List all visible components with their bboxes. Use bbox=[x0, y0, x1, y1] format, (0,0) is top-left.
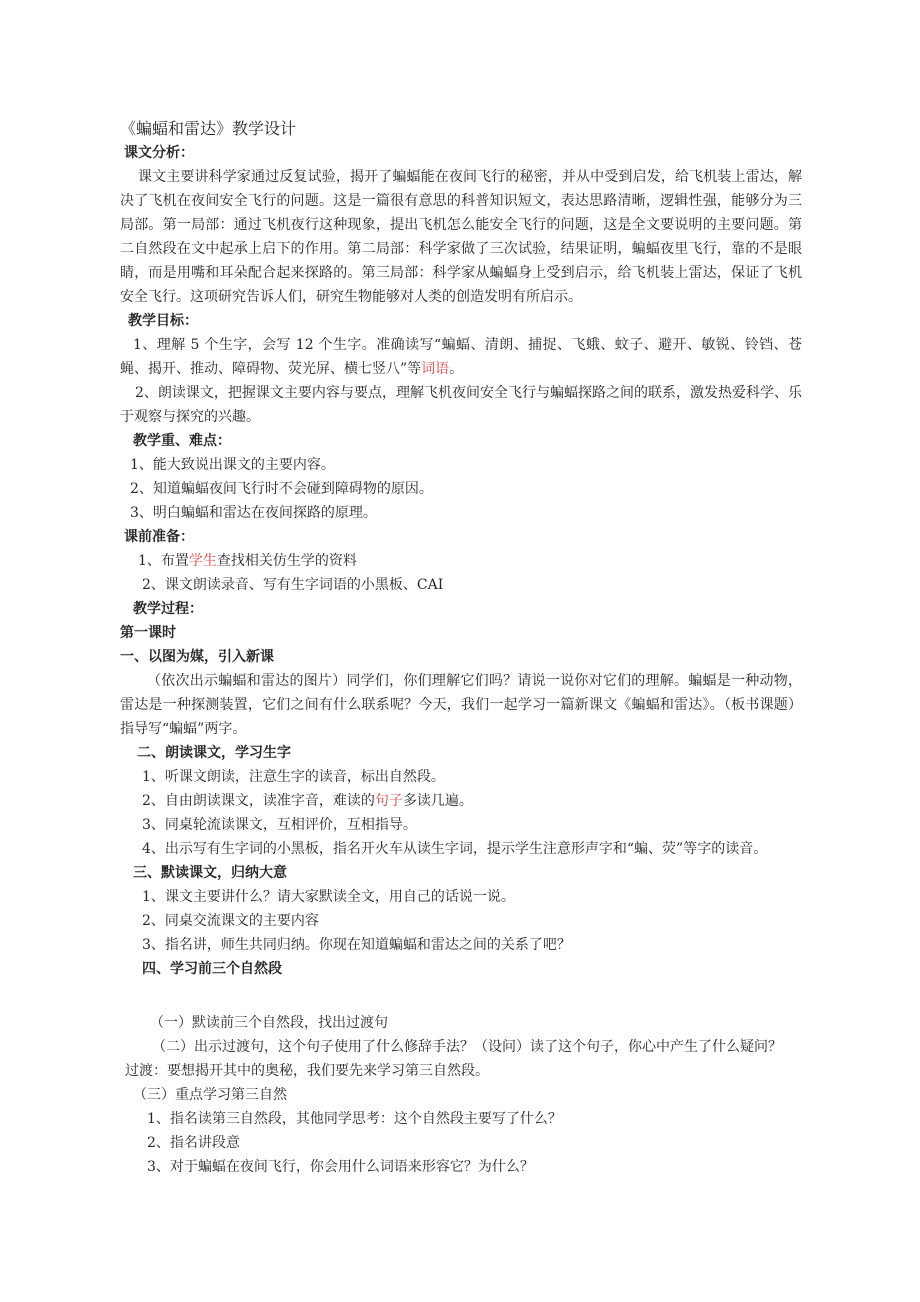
part4-sub-1: （一）默读前三个自然段，找出过渡句 bbox=[150, 1015, 388, 1031]
heading-process: 教学过程： bbox=[133, 601, 203, 617]
part3-item-2: 2、同桌交流课文的主要内容 bbox=[142, 913, 319, 929]
prep1-red-text: 学生 bbox=[188, 553, 217, 569]
part4-item-2: 2、指名讲段意 bbox=[147, 1135, 240, 1151]
part3-item-1: 1、课文主要讲什么？请大家默读全文，用自己的话说一说。 bbox=[142, 889, 515, 905]
goal1-period: 。 bbox=[449, 361, 464, 377]
part2-item-1: 1、听课文朗读，注意生字的读音，标出自然段。 bbox=[142, 769, 445, 785]
keypoint-item-3: 3、明白蝙蝠和雷达在夜间探路的原理。 bbox=[130, 505, 377, 521]
heading-part2: 二、朗读课文，学习生字 bbox=[137, 745, 291, 761]
paragraph-analysis: 课文主要讲科学家通过反复试验，揭开了蝙蝠能在夜间飞行的秘密，并从中受到启发，给飞机装上雷达，解决了飞机在夜间安全飞行的问题。这是一篇很有意思的科普知识短文，表达思路清晰，逻辑性强，能够分为三局部。第一局部：通过飞机夜行这种现象，提出飞机怎么能安全飞行的问题，这是全文要说明的主要问题。第二自然段在文中起承上启下的作用。第二局部：科学家做了三次试验，结果证明，蝙蝠夜里飞行，靠的不是眼睛，而是用嘴和耳朵配合起来探路的。第三局部：科学家从蝙蝠身上受到启示，给飞机装上雷达，保证了飞机安全飞行。这项研究告诉人们，研究生物能够对人类的创造发明有所启示。 bbox=[120, 169, 802, 305]
heading-part3: 三、默读课文，归纳大意 bbox=[133, 865, 287, 881]
part4-item-1: 1、指名读第三自然段，其他同学思考：这个自然段主要写了什么？ bbox=[147, 1111, 562, 1127]
paragraph-part1: （依次出示蝙蝠和雷达的图片）同学们，你们理解它们吗？请说一说你对它们的理解。蝙蝠是一种动物，雷达是一种探测装置，它们之间有什么联系呢？今天，我们一起学习一篇新课文《蝙蝠和雷达》。（板书课题）指导写“蝙蝠”两字。 bbox=[120, 673, 802, 737]
part3-item-3: 3、指名讲，师生共同归纳。你现在知道蝙蝠和雷达之间的关系了吧？ bbox=[142, 937, 571, 953]
part2-item2-text-post: 多读几遍。 bbox=[402, 793, 473, 809]
heading-analysis: 课文分析： bbox=[124, 145, 194, 161]
goal-item-2: 2、朗读课文，把握课文主要内容与要点，理解飞机夜间安全飞行与蝙蝠探路之间的联系，激发热爱科学、乐于观察与探究的兴趣。 bbox=[120, 385, 802, 425]
part2-item-4: 4、出示写有生字词的小黑板，指名开火车从读生字词，提示学生注意形声字和“蝙、荧”等字的读音。 bbox=[142, 841, 768, 857]
part2-item2-red-text: 句子 bbox=[374, 793, 403, 809]
part4-transition: 过渡：要想揭开其中的奥秘，我们要先来学习第三自然段。 bbox=[125, 1063, 489, 1079]
heading-keypoints: 教学重、难点： bbox=[133, 433, 231, 449]
heading-part4: 四、学习前三个自然段 bbox=[142, 961, 282, 977]
part4-item-3: 3、对于蝙蝠在夜间飞行，你会用什么词语来形容它？为什么？ bbox=[147, 1159, 534, 1175]
goal1-text: 1、理解 5 个生字，会写 12 个生字。准确读写“蝙蝠、清朗、捕捉、飞蛾、蚊子、避开、敏锐、铃铛、苍蝇、揭开、推动、障碍物、荧光屏、横七竖八”等 bbox=[120, 337, 802, 377]
blank-line bbox=[120, 981, 802, 1011]
part4-sub-3: （三）重点学习第三自然 bbox=[133, 1087, 287, 1103]
heading-preparation: 课前准备： bbox=[124, 529, 194, 545]
keypoint-item-1: 1、能大致说出课文的主要内容。 bbox=[130, 457, 335, 473]
part2-item-3: 3、同桌轮流读课文，互相评价，互相指导。 bbox=[142, 817, 417, 833]
prep1-text: 1、布置 bbox=[138, 553, 189, 569]
goal-item-1 bbox=[120, 333, 802, 381]
part2-item-2 bbox=[120, 789, 802, 813]
prep1-text-post: 查找相关仿生学的资料 bbox=[216, 553, 357, 569]
document-content bbox=[120, 117, 802, 1179]
part4-sub-2: （二）出示过渡句，这个句子使用了什么修辞手法？（设问）读了这个句子，你心中产生了什么疑问？ bbox=[152, 1039, 782, 1055]
heading-goals: 教学目标： bbox=[128, 313, 198, 329]
doc-title: 《蝙蝠和雷达》教学设计 bbox=[120, 119, 297, 138]
lesson-title: 第一课时 bbox=[120, 625, 176, 641]
goal1-red-text: 词语 bbox=[421, 361, 450, 377]
prep-item-1 bbox=[120, 549, 802, 573]
keypoint-item-2: 2、知道蝙蝠夜间飞行时不会碰到障碍物的原因。 bbox=[130, 481, 433, 497]
part2-item2-text: 2、自由朗读课文，读准字音，难读的 bbox=[142, 793, 375, 809]
prep-item-2: 2、课文朗读录音、写有生字词语的小黑板、CAI bbox=[142, 577, 444, 593]
heading-part1: 一、以图为媒，引入新课 bbox=[120, 649, 274, 665]
